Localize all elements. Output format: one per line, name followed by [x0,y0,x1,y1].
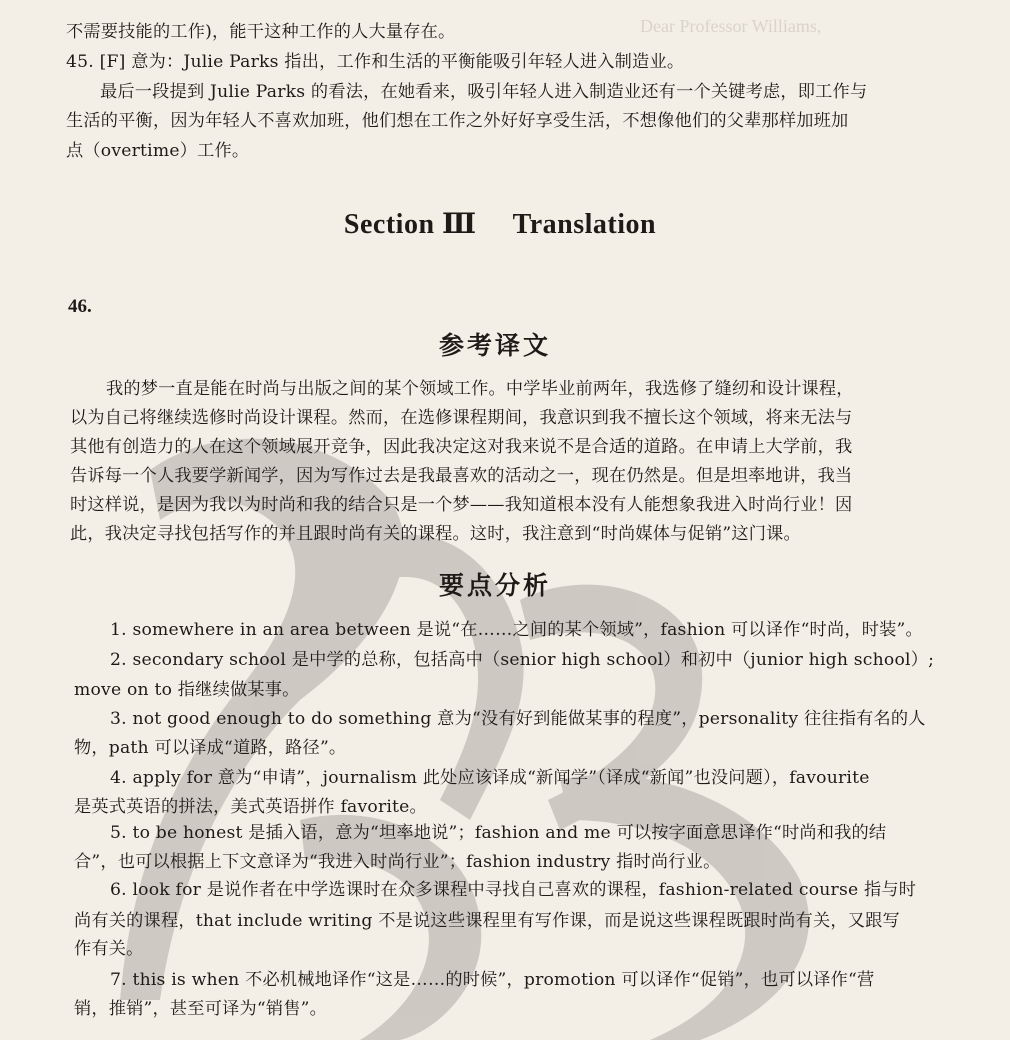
analysis-line: 作有关。 [74,939,144,959]
bleed-through-text: Dear Professor Williams, [640,16,822,36]
analysis-line: 3. not good enough to do something 意为“没有好到能做某事的程度”，personality 往往指有名的人 [110,709,926,729]
analysis-line: 6. look for 是说作者在中学选课时在众多课程中寻找自己喜欢的课程，fashion-related course 指与时 [110,880,917,900]
text-line: 45. [F] 意为：Julie Parks 指出，工作和生活的平衡能吸引年轻人进入制造业。 [66,52,685,72]
analysis-line: 物，path 可以译成“道路，路径”。 [74,738,347,758]
analysis-line: 1. somewhere in an area between 是说“在……之间的某个领域”，fashion 可以译作“时尚，时装”。 [110,620,923,640]
paragraph-line: 其他有创造力的人在这个领域展开竞争，因此我决定这对我来说不是合适的道路。在申请上大学前，我 [70,437,853,457]
section-name: Translation [512,209,657,240]
question-number: 46. [68,296,92,317]
text-line: 生活的平衡，因为年轻人不喜欢加班，他们想在工作之外好好享受生活，不想像他们的父辈那样加班加 [66,111,849,131]
analysis-line: 销，推销”，甚至可译为“销售”。 [74,999,327,1019]
section-title [0,207,1000,241]
paragraph-line: 我的梦一直是能在时尚与出版之间的某个领域工作。中学毕业前两年，我选修了缝纫和设计课程， [106,379,854,399]
analysis-line: 合”，也可以根据上下文意译为“我进入时尚行业”；fashion industry 指时尚行业。 [74,852,721,872]
text-line: 点（overtime）工作。 [66,141,250,161]
paragraph-line: 时这样说，是因为我以为时尚和我的结合只是一个梦——我知道根本没有人能想象我进入时尚行业！因 [70,495,853,515]
reference-translation-heading: 参考译文 [438,331,551,360]
paragraph-line: 以为自己将继续选修时尚设计课程。然而，在选修课程期间，我意识到我不擅长这个领域，将来无法与 [70,408,853,428]
text-line: 最后一段提到 Julie Parks 的看法，在她看来，吸引年轻人进入制造业还有一个关键考虑，即工作与 [100,82,868,102]
analysis-line: move on to 指继续做某事。 [74,680,300,700]
paragraph-line: 告诉每一个人我要学新闻学，因为写作过去是我最喜欢的活动之一，现在仍然是。但是坦率地讲，我当 [70,466,853,486]
analysis-line: 4. apply for 意为“申请”，journalism 此处应该译成“新闻学”（译成“新闻”也没问题），favourite [110,768,870,788]
analysis-line: 2. secondary school 是中学的总称，包括高中（senior high school）和初中（junior high school）; [110,650,935,670]
analysis-line: 是英式英语的拼法，美式英语拼作 favorite。 [74,797,427,817]
analysis-line: 7. this is when 不必机械地译作“这是……的时候”，promotion 可以译作“促销”，也可以译作“营 [110,970,875,990]
text-line: 不需要技能的工作)，能干这种工作的人大量存在。 [66,22,456,42]
paragraph-line: 此，我决定寻找包括写作的并且跟时尚有关的课程。这时，我注意到“时尚媒体与促销”这门课。 [70,524,801,544]
analysis-line: 5. to be honest 是插入语，意为“坦率地说”；fashion and me 可以按字面意思译作“时尚和我的结 [110,823,887,843]
analysis-line: 尚有关的课程，that include writing 不是说这些课程里有写作课，而是说这些课程既跟时尚有关，又跟写 [74,911,900,931]
section-label: Section Ⅲ [343,209,477,240]
analysis-heading: 要点分析 [438,571,551,600]
